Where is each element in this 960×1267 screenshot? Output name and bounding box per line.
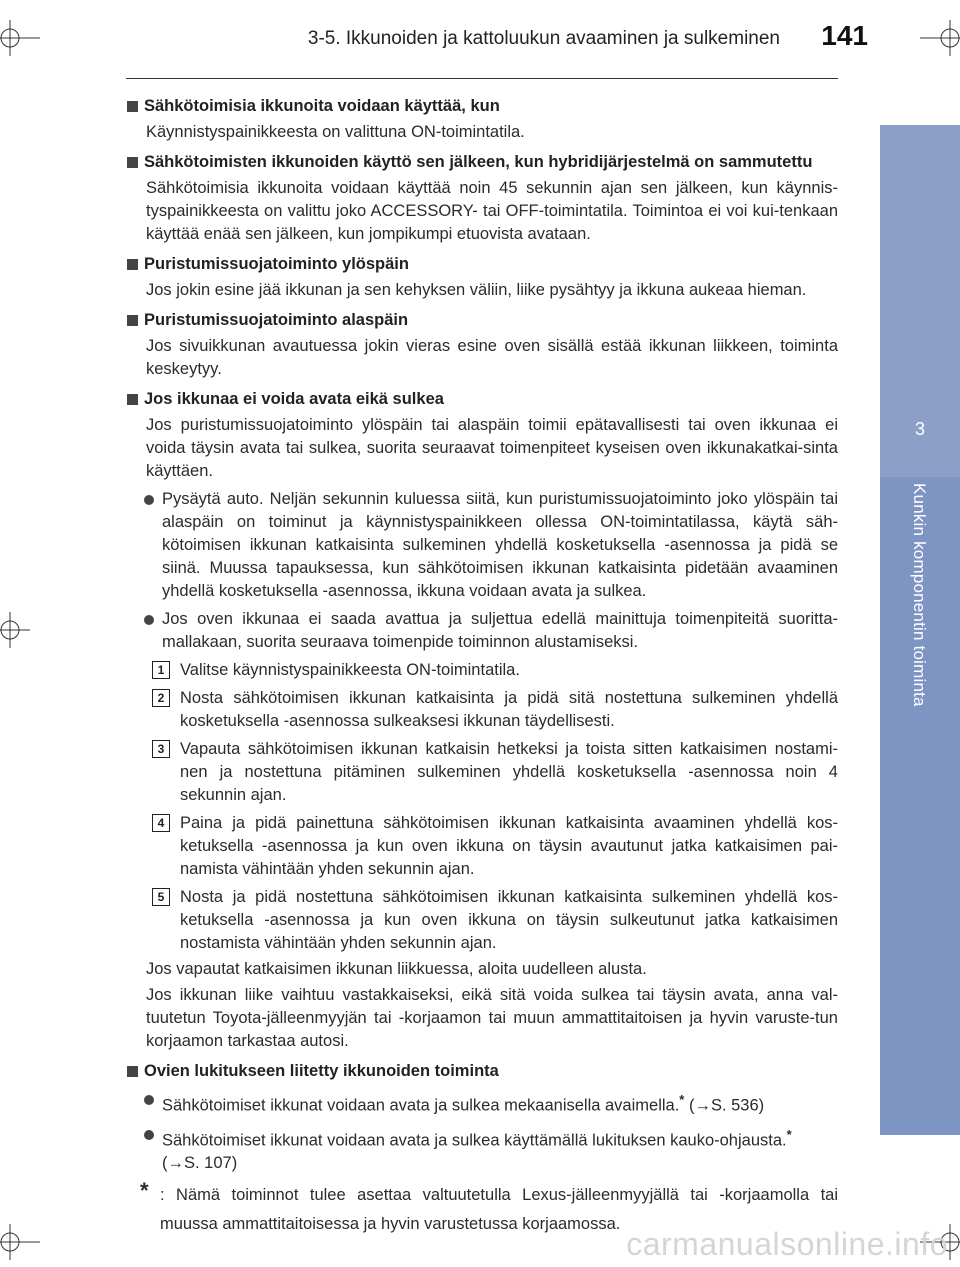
section-text: Jos puristumissuojatoiminto ylöspäin tai alaspäin toimii epätavallisesti tai oven ikkunaa ei voida täysin avata tai sulkea, suorita seuraavat toimenpiteet kyseisen oven ikkunakatkai-sinta käyttäen. [146, 416, 838, 480]
asterisk-marker: * [786, 1126, 792, 1142]
square-bullet-icon [127, 1066, 138, 1077]
square-bullet-icon [127, 394, 138, 405]
chapter-number: 3 [914, 419, 925, 439]
step-number: 2 [152, 689, 170, 707]
arrow-icon: → [694, 1096, 711, 1115]
bullet-item: Sähkötoimiset ikkunat voidaan avata ja sulkea käyttämällä lukituksen kauko-ohjausta.* (→S. 107) [126, 1123, 838, 1176]
square-bullet-icon [127, 315, 138, 326]
section-text: Käynnistyspainikkeesta on valittuna ON-toimintatila. [146, 123, 525, 141]
step-item: 4 Paina ja pidä painettuna sähkötoimisen ikkunan katkaisinta avaaminen yhdellä kos-ketuksella -asennossa ja kun oven ikkuna on täysin avautunut jatka katkaisimen pai-namista vähintään yhden sekunnin ajan. [126, 812, 838, 881]
circle-bullet-icon [144, 1095, 154, 1105]
step-item: 3 Vapauta sähkötoimisen ikkunan katkaisin hetkeksi ja toista sitten katkaisimen nostami-nen ja nostettuna pitäminen sulkeminen yhdellä kosketuksella -asennossa noin 4 sekunnin ajan. [126, 738, 838, 807]
square-bullet-icon [127, 101, 138, 112]
main-content [126, 88, 838, 1239]
asterisk-marker: * [679, 1092, 685, 1107]
step-number: 1 [152, 661, 170, 679]
square-bullet-icon [127, 157, 138, 168]
section-heading: Puristumissuojatoiminto ylöspäin [126, 253, 838, 276]
crop-mark-top-right [920, 0, 960, 60]
crop-mark-bottom-left [0, 1220, 40, 1267]
section-heading: Jos ikkunaa ei voida avata eikä sulkea [126, 388, 838, 411]
page-reference[interactable]: S. 107 [184, 1154, 232, 1172]
crop-mark-mid-left [0, 610, 30, 650]
square-bullet-icon [127, 259, 138, 270]
step-item: 1 Valitse käynnistyspainikkeesta ON-toimintatila. [126, 659, 838, 682]
section-text: Jos ikkunan liike vaihtuu vastakkaiseksi, eikä sitä voida sulkea tai täysin avata, anna val-tuutetun Toyota-jälleenmyyjän tai -korjaamon tai muun ammattitaitoisen ja hyvin varuste-tun korjaamon tarkastaa autosi. [146, 986, 838, 1050]
section-heading: Sähkötoimisia ikkunoita voidaan käyttää, kun [126, 95, 838, 118]
circle-bullet-icon [144, 1130, 154, 1140]
chapter-title-box [880, 477, 960, 1135]
step-item: 2 Nosta sähkötoimisen ikkunan katkaisinta ja pidä sitä nostettuna sulkeminen yhdellä kosketuksella -asennossa sulkeaksesi ikkunan täydellisesti. [126, 687, 838, 733]
crop-mark-top-left [0, 0, 40, 60]
page-number: 141 [821, 20, 868, 51]
step-item: 5 Nosta ja pidä nostettuna sähkötoimisen ikkunan katkaisinta sulkeminen yhdellä kos-ketuksella -asennossa ja kun oven ikkuna on täysin sulkeutunut jatka katkaisimen nostamista vähintään yhden sekunnin ajan. [126, 886, 838, 955]
section-text: Sähkötoimisia ikkunoita voidaan käyttää noin 45 sekunnin ajan sen jälkeen, kun käynnis-tyspainikkeesta on valittu joko ACCESSORY- tai OFF-toimintatila. Toimintoa ei voi kui-tenkaan käyttää enää sen jälkeen, kun jompikumpi etuovista avataan. [146, 179, 838, 243]
watermark: carmanualsonline.info [626, 1226, 948, 1262]
chapter-number-box [880, 125, 960, 477]
running-header: 3-5. Ikkunoiden ja kattoluukun avaaminen ja sulkeminen [307, 28, 780, 49]
asterisk-marker: * [140, 1178, 149, 1203]
header-rule [126, 78, 838, 79]
chapter-tab [880, 125, 960, 1135]
footnote-colon: : [160, 1186, 165, 1204]
page-reference[interactable]: S. 536 [710, 1096, 759, 1115]
bullet-item: Jos oven ikkunaa ei saada avattua ja suljettua edellä mainittuja toimenpiteitä suoritta-mallakaan, suorita seuraava toimenpide toiminnon alustamiseksi. [126, 608, 838, 654]
section-heading: Ovien lukitukseen liitetty ikkunoiden toiminta [126, 1060, 838, 1083]
footnote: * : Nämä toiminnot tulee asettaa valtuutetulla Lexus-jälleenmyyjällä tai -korjaamolla tai muussa ammattitaitoisessa ja hyvin varustetussa korjaamossa. [140, 1178, 838, 1233]
section-text: Jos jokin esine jää ikkunan ja sen kehyksen väliin, liike pysähtyy ja ikkuna aukeaa hieman. [146, 281, 807, 299]
section-text: Jos sivuikkunan avautuessa jokin vieras esine oven sisällä estää ikkunan liikkeen, toiminta keskeytyy. [146, 337, 838, 378]
bullet-item: Pysäytä auto. Neljän sekunnin kuluessa siitä, kun puristumissuojatoiminto joko ylöspäin tai alaspäin on toiminut ja käynnistyspainikkeen ollessa ON-toimintatilassa, käytä säh-kötoimisen ikkunan katkaisinta sulkeminen yhdellä kosketuksella -asennossa ja pidä se siinä. Muussa tapauksessa, kun sähkötoimisen ikkunan katkaisinta pidetään avaaminen yhdellä kosketuksella -asennossa, ikkuna voidaan avata ja sulkea. [126, 488, 838, 603]
section-text: Jos vapautat katkaisimen ikkunan liikkuessa, aloita uudelleen alusta. [146, 960, 647, 978]
arrow-icon: → [167, 1154, 184, 1172]
section-heading: Puristumissuojatoiminto alaspäin [126, 309, 838, 332]
step-number: 3 [152, 740, 170, 758]
section-heading: Sähkötoimisten ikkunoiden käyttö sen jälkeen, kun hybridijärjestelmä on sammutettu [126, 151, 838, 174]
circle-bullet-icon [144, 615, 154, 625]
bullet-item: Sähkötoimiset ikkunat voidaan avata ja sulkea mekaanisella avaimella.* (→S. 536) [126, 1088, 838, 1118]
step-number: 4 [152, 814, 170, 832]
circle-bullet-icon [144, 495, 154, 505]
chapter-title: Kunkin komponentin toiminta [910, 483, 929, 707]
step-number: 5 [152, 888, 170, 906]
